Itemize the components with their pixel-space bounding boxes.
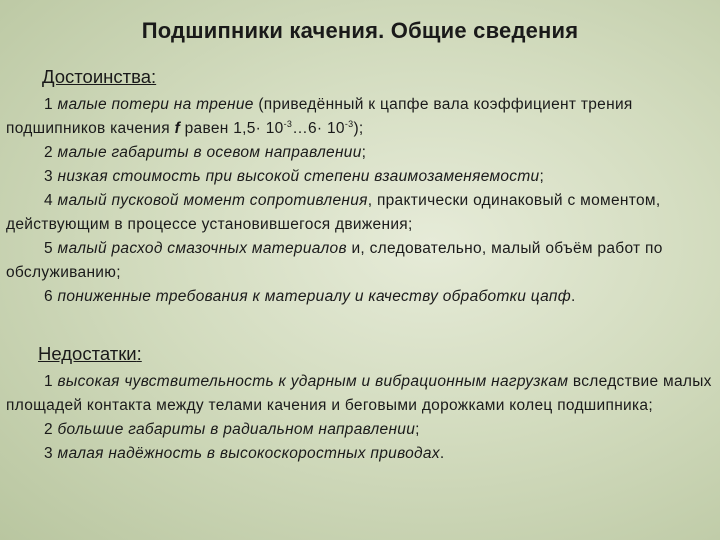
advantage-item-4: 4 малый пусковой момент сопротивления, практически одинаковый с моментом, действующим в процессе установившегося движения; [6, 192, 661, 233]
disadvantage-item-2: 2 большие габариты в радиальном направлении; [44, 421, 420, 438]
advantage-item-1: 1 малые потери на трение (приведённый к цапфе вала коэффициент трения подшипников качения f равен $1,5\cdot 10^{-3}\dots 6\cdot 10^{-3}$); [6, 96, 633, 137]
advantage-item-6: 6 пониженные требования к материалу и качеству обработки цапф. [44, 288, 576, 305]
advantage-item-3: 3 низкая стоимость при высокой степени взаимозаменяемости; [44, 168, 545, 185]
disadvantage-item-3: 3 малая надёжность в высокоскоростных приводах. [44, 445, 445, 462]
advantages-list [6, 93, 718, 309]
advantage-item-5: 5 малый расход смазочных материалов и, следовательно, малый объём работ по обслуживанию; [6, 240, 663, 281]
disadvantages-heading: Недостатки: [38, 343, 142, 364]
disadvantage-item-1: 1 высокая чувствительность к ударным и вибрационным нагрузкам вследствие малых площадей контакта между телами качения и беговыми дорожками колец подшипника; [6, 373, 712, 414]
advantages-heading: Достоинства: [42, 66, 157, 87]
disadvantages-list [6, 370, 718, 466]
page-title: Подшипники качения. Общие сведения [141, 18, 579, 43]
advantage-item-2: 2 малые габариты в осевом направлении; [44, 144, 367, 161]
